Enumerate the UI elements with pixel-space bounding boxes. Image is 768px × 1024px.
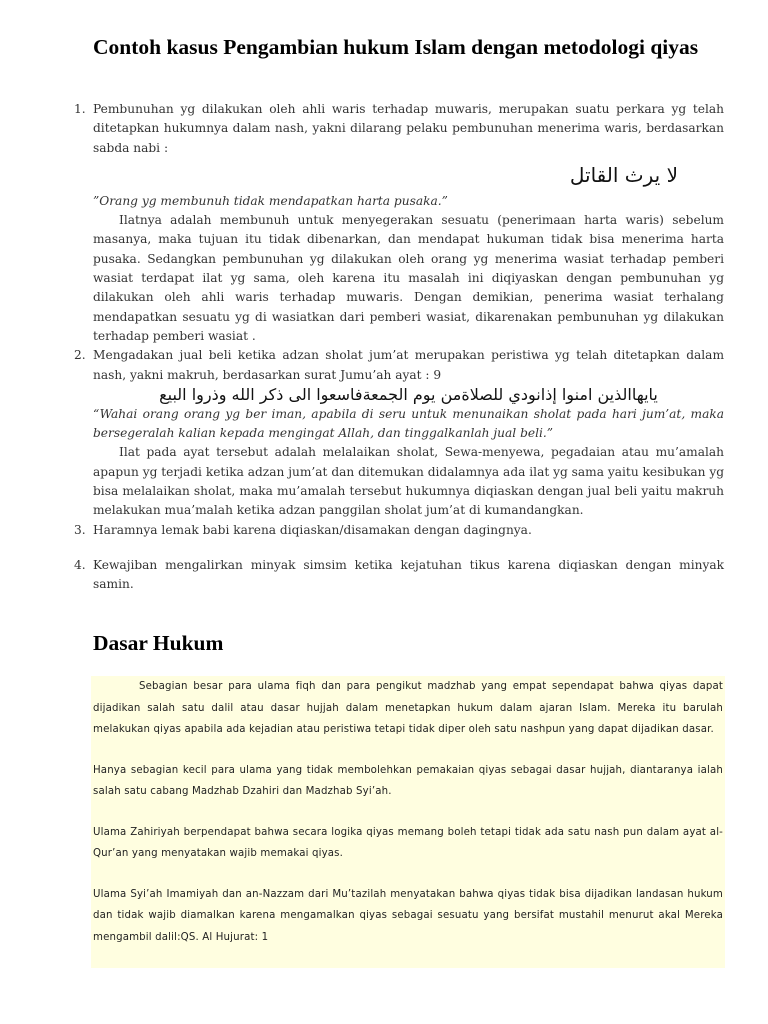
list-number: 3. [74,522,86,537]
list-number: 1. [74,102,86,116]
document-title: Contoh kasus Pengambian hukum Islam dengan metodologi qiyas [93,35,699,59]
item-explanation: Ilat pada ayat tersebut adalah melalaikan sholat, Sewa-menyewa, pegadaian atau mu’amalah apapun yg terjadi ketika adzan jum’at dan ditemukan didalamnya ada ilat yg sama yaitu kesibukan yg bisa melalaikan sholat, maka mu’amalah tersebut hukumnya diqiaskan dengan jual beli yaitu makruh melakukan mua’malah ketika adzan panggilan sholat jum’at di kumandangkan. [93,445,725,518]
list-item-2 [74,346,724,520]
item-text: Kewajiban mengalirkan minyak simsim ketika kejatuhan tikus karena diqiaskan dengan minyak samin. [93,557,724,592]
list-item-4 [74,556,724,595]
arabic-hadith: لا يرث القاتل [569,162,678,187]
dasar-hukum-paragraph: Ulama Zahiriyah berpendapat bahwa secara logika qiyas memang boleh tetapi tidak ada satu nash pun dalam ayat al-Qur’an yang menyatakan wajib memakai qiyas. [93,826,723,859]
dasar-hukum-paragraph: Hanya sebagian kecil para ulama yang tidak membolehkan pemakaian qiyas sebagai dasar hujjah, diantaranya ialah salah satu cabang Madzhab Dzahiri dan Madzhab Syi’ah. [93,764,723,797]
example-list [74,100,724,595]
arabic-verse: يايهاالذين امنوا إذانودي للصلاةمن يوم الجمعةفاسعوا الى ذكر الله وذروا البيع [159,384,658,404]
hadith-translation: ”Orang yg membunuh tidak mendapatkan harta pusaka.” [93,193,448,208]
list-item-1 [74,100,724,346]
list-number: 2. [74,348,86,363]
list-item-3 [74,521,724,540]
section-heading-dasar-hukum: Dasar Hukum [93,631,224,655]
dasar-hukum-paragraph: Ulama Syi’ah Imamiyah dan an-Nazzam dari Mu’tazilah menyatakan bahwa qiyas tidak bisa dijadikan landasan hukum dan tidak wajib diamalkan karena mengamalkan qiyas sebagai sesuatu yang bersifat mustahil menurut akal Mereka mengambil dalil:QS. Al Hujurat: 1 [93,888,723,943]
item-explanation: Ilatnya adalah membunuh untuk menyegerakan sesuatu (penerimaan harta waris) sebelum masanya, maka tujuan itu tidak dibenarkan, dan mendapat hukuman tidak bisa menerima harta pusaka. Sedangkan pembunuhan yg dilakukan oleh orang yg menerima wasiat terhadap pemberi wasiat terdapat ilat yg sama, oleh karena itu masalah ini diqiyaskan dengan pembunuhan yg dilakukan oleh ahli waris terhadap muwaris. Dengan demikian, penerima wasiat terhalang mendapatkan sesuatu yg di wasiatkan dari pemberi wasiat, dikarenakan pembunuhan yg dilakukan terhadap pemberi wasiat . [93,213,724,343]
dasar-hukum-box [91,676,725,968]
item-text: Pembunuhan yg dilakukan oleh ahli waris terhadap muwaris, merupakan suatu perkara yg telah ditetapkan hukumnya dalam nash, yakni dilarang pelaku pembunuhan menerima waris, berdasarkan sabda nabi : [93,102,724,155]
item-text: Mengadakan jual beli ketika adzan sholat jum’at merupakan peristiwa yg telah ditetapkan dalam nash, yakni makruh, berdasarkan surat Jumu’ah ayat : 9 [93,348,724,382]
list-number: 4. [74,557,86,572]
dasar-hukum-paragraph: Sebagian besar para ulama fiqh dan para pengikut madzhab yang empat sependapat bahwa qiyas dapat dijadikan salah satu dalil atau dasar hujjah dalam menetapkan hukum dalam ajaran Islam. Mereka itu barulah melakukan qiyas apabila ada kejadian atau peristiwa tetapi tidak diper oleh satu nashpun yang dapat dijadikan dasar. [93,681,723,735]
verse-translation: “Wahai orang orang yg ber iman, apabila di seru untuk menunaikan sholat pada hari jum’at, maka bersegeralah kalian kepada mengingat Allah, dan tinggalkanlah jual beli.” [93,406,724,441]
item-text: Haramnya lemak babi karena diqiaskan/disamakan dengan dagingnya. [93,522,532,537]
